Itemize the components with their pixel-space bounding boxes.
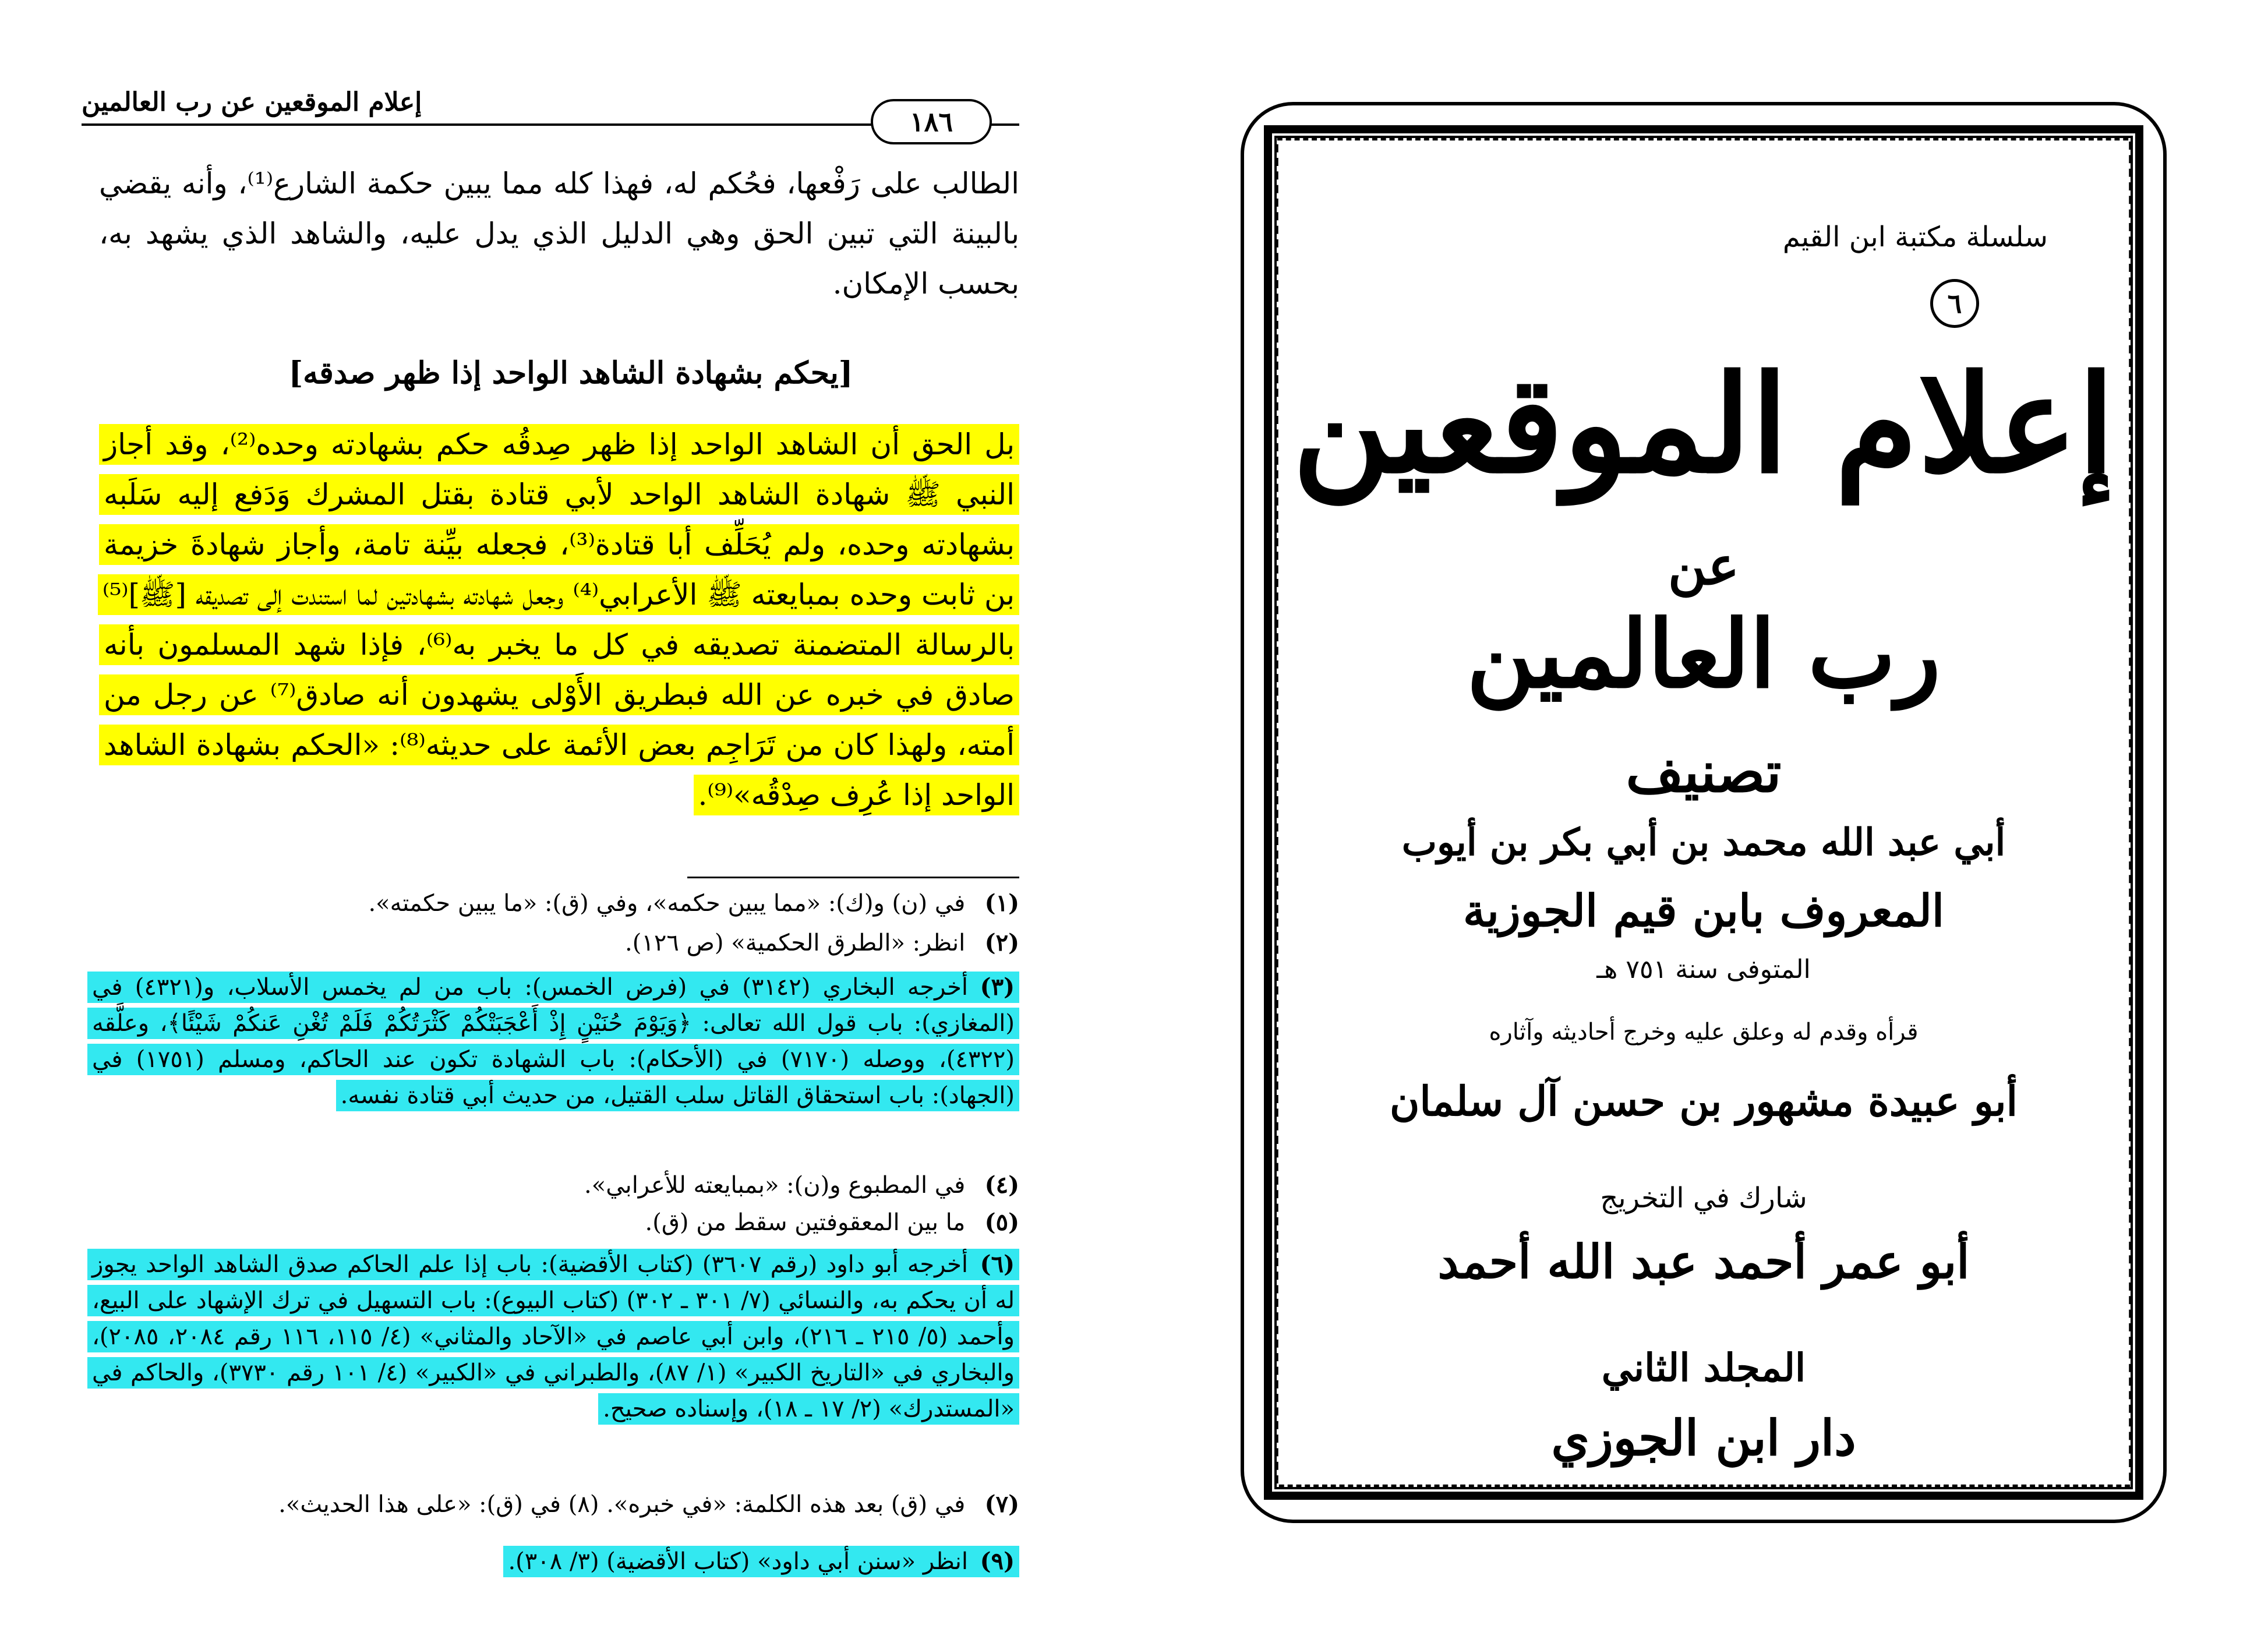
footnote-number: (٢) [984, 929, 1019, 956]
footnote-rule [687, 877, 1019, 878]
page-number: ١٨٦ [871, 99, 992, 144]
footnote-8 [278, 1486, 599, 1523]
footnote-text: في (ن) و(ك): «مما يبين حكمه»، وفي (ق): «ما يبين حكمته». [368, 890, 966, 917]
footnote-7-8 [87, 1486, 1019, 1523]
footnote-6 [87, 1246, 1019, 1427]
footnote-number: (٧) [984, 1490, 1019, 1518]
ornamental-frame [1264, 125, 2143, 1500]
authored-by-label: تصنيف [1626, 739, 1782, 805]
book-title-rabb: رب العالمين [1466, 599, 1941, 709]
editor-name: أبو عبيدة مشهور بن حسن آل سلمان [1389, 1077, 2018, 1125]
highlighted-footnote [87, 972, 1019, 1111]
footnote-number: (٣) [980, 973, 1015, 1001]
footnote-2 [87, 925, 1019, 961]
footnote-number: (٨) [568, 1491, 599, 1518]
footnote-9 [87, 1543, 1019, 1580]
footnote-text: ما بين المعقوفتين سقط من (ق). [645, 1209, 966, 1236]
participant-label: شارك في التخريج [1600, 1182, 1807, 1214]
volume-label: المجلد الثاني [1601, 1345, 1806, 1390]
footnote-number: (٦) [980, 1251, 1015, 1278]
highlighted-footnote [87, 1249, 1019, 1425]
author-name: أبي عبد الله محمد بن أبي بكر بن أيوب [1401, 821, 2006, 864]
author-known-as: المعروف بابن قيم الجوزية [1462, 885, 1945, 937]
author-death-year: المتوفى سنة ٧٥١ هـ [1596, 955, 1811, 984]
editor-intro: قرأه وقدم له وعلق عليه وخرج أحاديثه وآثاره [1489, 1019, 1919, 1045]
title-page [1241, 102, 2167, 1523]
footnote-4 [87, 1167, 1019, 1203]
footnote-1 [87, 885, 1019, 921]
participant-name: أبو عمر أحمد عبد الله أحمد [1437, 1234, 1970, 1289]
footnote-number: (٩) [980, 1548, 1015, 1575]
footnote-text: في المطبوع و(ن): «بمبايعته للأعرابي». [584, 1172, 966, 1199]
left-page [0, 0, 1118, 1632]
footnote-3 [87, 969, 1019, 1114]
running-header-title: إعلام الموقعين عن رب العالمين [82, 87, 422, 117]
footnote-text: انظر: «الطرق الحكمية» (ص ١٢٦). [625, 930, 966, 956]
highlighted-footnote [503, 1546, 1019, 1577]
book-title: إعلام الموقعين [1292, 346, 2115, 503]
footnote-text: في (ق) بعد هذه الكلمة: «في خبره». [606, 1491, 966, 1518]
highlighted-main-text: بل الحق أن الشاهد الواحد إذا ظهر صِدقُه حكم بشهادته وحده⁽²⁾، وقد أجاز النبي ﷺ شهادة الشاهد الواحد لأبي قتادة بقتل المشرك وَدَفع إليه سَلَبه بشهادته وحده، ولم يُحَلِّف أبا قتادة⁽³⁾، فجعله بيِّنة تامة، وأجاز شهادةَ خزيمة بن ثابت وحده بمبايعته ﷺ الأعرابي⁽⁴⁾ وجعل شهادته بشهادتين لما استندت إلى تصديقه [ﷺ]⁽⁵⁾ بالرسالة المتضمنة تصديقه في كل ما يخبر به⁽⁶⁾، فإذا شهد المسلمون بأنه صادق في خبره عن الله فبطريق الأَوْلى يشهدون أنه صادق⁽⁷⁾ عن رجل من أمته، ولهذا كان من تَرَاجِم بعض الأئمة على حديثه⁽⁸⁾: «الحكم بشهادة الشاهد الواحد إذا عُرِف صِدْقُه»⁽⁹⁾. [98, 424, 1019, 815]
footnote-text: أخرجه أبو داود (رقم ٣٦٠٧) (كتاب الأقضية): باب إذا علم الحاكم صدق الشاهد الواحد يجوز له أن يحكم به، والنسائي (٧/ ٣٠١ ـ ٣٠٢) (كتاب البيوع): باب التسهيل في ترك الإشهاد على البيع، وأحمد (٥/ ٢١٥ ـ ٢١٦)، وابن أبي عاصم في «الآحاد والمثاني» (٤/ ١١٥، ١١٦ رقم ٢٠٨٤، ٢٠٨٥)، والبخاري في «التاريخ الكبير» (١/ ٨٧)، والطبراني في «الكبير» (٤/ ١٠١ رقم ٣٧٣٠)، والحاكم في «المستدرك» (٢/ ١٧ ـ ١٨)، وإسناده صحيح. [92, 1251, 1015, 1422]
series-number: ٦ [1930, 279, 1979, 328]
footnote-5 [87, 1204, 1019, 1241]
publisher-name: دار ابن الجوزي [1551, 1409, 1856, 1467]
footnote-text: أخرجه البخاري (٣١٤٢) في (فرض الخمس): باب من لم يخمس الأسلاب، و(٤٣٢١) في (المغازي): باب قول الله تعالى: ﴿وَيَوْمَ حُنَيْنٍ إِذْ أَعْجَبَتْكُمْ كَثْرَتُكُمْ فَلَمْ تُغْنِ عَنكُمْ شَيْئًا﴾، وعلَّقه (٤٣٢٢)، ووصله (٧١٧٠) في (الأحكام): باب الشهادة تكون عند الحاكم، ومسلم (١٧٥١) في (الجهاد): باب استحقاق القاتل سلب القتيل، من حديث أبي قتادة نفسه. [92, 974, 1015, 1109]
intro-paragraph: الطالب على رَفْعها، فحُكم له، فهذا كله مما يبين حكمة الشارع⁽¹⁾، وأنه يقضي بالبينة التي تبين الحق وهي الدليل الذي يدل عليه، والشاهد الذي يشهد به، بحسب الإمكان. [99, 167, 1019, 301]
footnote-number: (١) [984, 889, 1019, 917]
footnote-number: (٤) [984, 1171, 1019, 1199]
section-heading: [يحكم بشهادة الشاهد الواحد إذا ظهر صدقه] [288, 355, 853, 391]
main-paragraph [99, 419, 1019, 820]
footnote-text: انظر «سنن أبي داود» (كتاب الأقضية) (٣/ ٣٠٨). [508, 1548, 968, 1575]
footnote-number: (٥) [984, 1209, 1019, 1236]
book-title-an: عن [1668, 535, 1740, 597]
footnote-text: في (ق): «على هذا الحديث». [278, 1491, 561, 1518]
series-label: سلسلة مكتبة ابن القيم [1782, 221, 2048, 253]
